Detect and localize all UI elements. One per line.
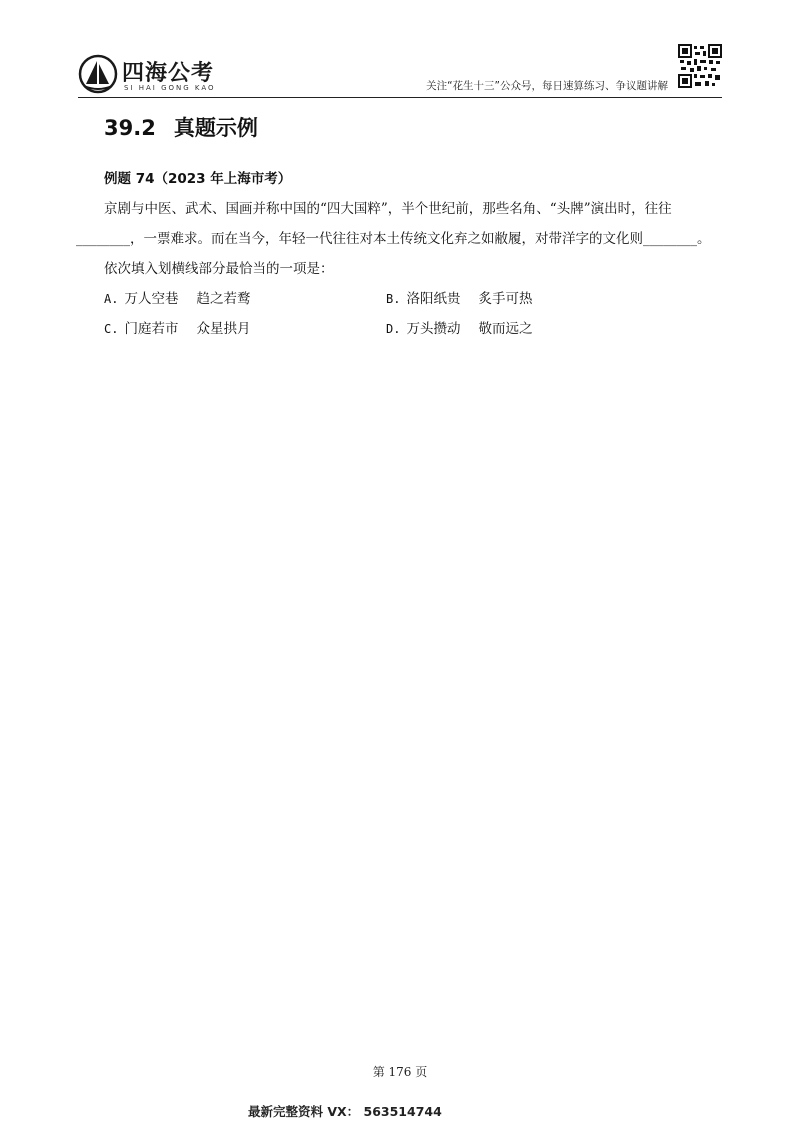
section-heading (104, 112, 258, 142)
logo (78, 54, 238, 98)
option-letter: D. (386, 322, 401, 336)
option-word-2: 趋之若鹜 (196, 291, 251, 307)
option-c (104, 317, 250, 337)
option-letter: B. (386, 292, 401, 306)
option-d (386, 317, 532, 337)
section-number: 39.2 (104, 116, 156, 140)
option-word-1: 万人空巷 (124, 291, 179, 307)
option-word-2: 炙手可热 (478, 291, 533, 307)
footer-watermark: 最新完整资料 VX： 563514744 (248, 1104, 442, 1119)
sailboat-logo-icon (78, 54, 118, 94)
option-word-2: 敬而远之 (478, 321, 533, 337)
option-b (386, 287, 532, 307)
page-header (70, 40, 730, 98)
section-title: 真题示例 (173, 116, 258, 140)
option-word-1: 洛阳纸贵 (406, 291, 461, 307)
option-a (104, 287, 250, 307)
option-word-1: 万头攒动 (406, 321, 461, 337)
logo-text: 四海公考 (122, 61, 215, 86)
question-text-line: ________，一票难求。而在当今，年轻一代往往对本土传统文化弃之如敝履，对带洋字的文化则________。 (76, 231, 711, 247)
option-word-2: 众星拱月 (196, 321, 251, 337)
option-word-1: 门庭若市 (124, 321, 179, 337)
logo-subtitle: SI HAI GONG KAO (124, 84, 216, 92)
header-note: 关注“花生十三”公众号，每日速算练习、争议题讲解 (426, 80, 668, 92)
qr-code-icon (678, 44, 722, 88)
question-title: 例题 74（2023 年上海市考） (104, 171, 292, 187)
option-letter: A. (104, 292, 119, 306)
header-divider (78, 97, 722, 98)
question-text-line: 京剧与中医、武术、国画并称中国的“四大国粹”，半个世纪前，那些名角、“头牌”演出时，往往 (104, 201, 672, 217)
option-letter: C. (104, 322, 119, 336)
question-prompt: 依次填入划横线部分最恰当的一项是： (104, 261, 334, 277)
page-number: 第 176 页 (372, 1065, 428, 1079)
